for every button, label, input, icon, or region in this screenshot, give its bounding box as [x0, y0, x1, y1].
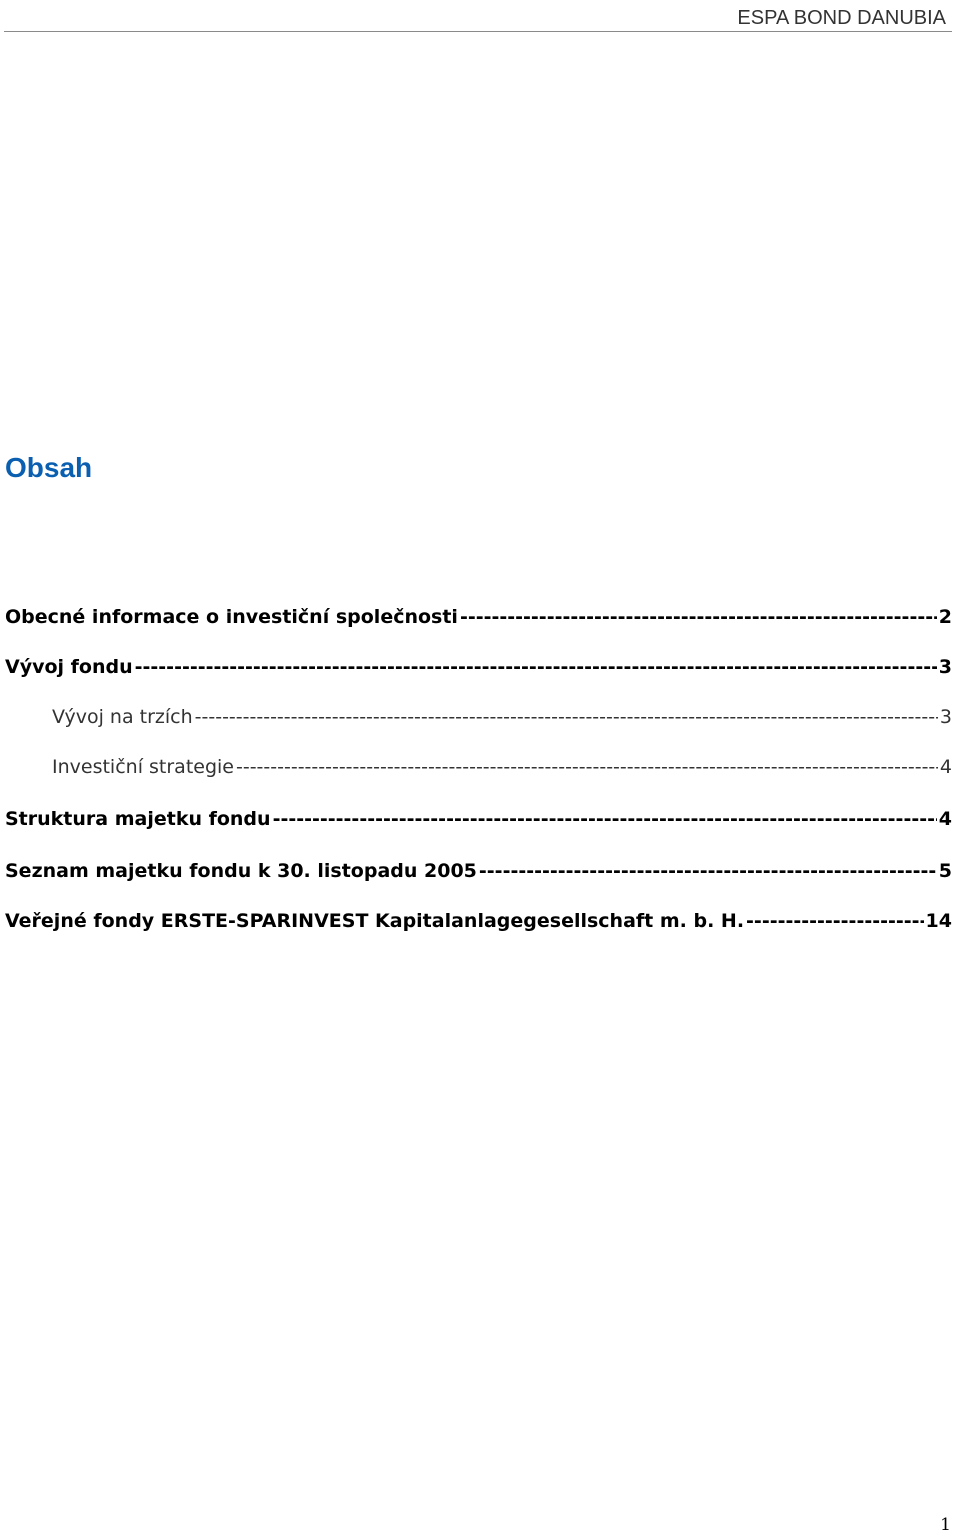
document-title: ESPA BOND DANUBIA — [737, 7, 946, 29]
toc-entry-general-info[interactable] — [5, 606, 952, 628]
toc-entry-label: Vývoj fondu — [5, 656, 133, 678]
toc-entry-page: 3 — [938, 656, 952, 678]
toc-leader — [479, 860, 937, 882]
toc-entry-label: Seznam majetku fondu k 30. listopadu 2005 — [5, 860, 477, 882]
toc-entry-label: Investiční strategie — [52, 756, 234, 778]
toc-entry-asset-structure[interactable] — [5, 808, 952, 830]
toc-entry-page: 2 — [938, 606, 952, 628]
toc-entry-fund-development[interactable] — [5, 656, 952, 678]
toc-entry-market-development[interactable] — [52, 706, 952, 728]
toc-leader — [273, 808, 937, 830]
toc-entry-label: Struktura majetku fondu — [5, 808, 271, 830]
toc-entry-page: 4 — [939, 756, 952, 778]
toc-leader — [746, 910, 924, 932]
page-header — [4, 4, 952, 32]
page-number: 1 — [940, 1515, 951, 1535]
toc-leader — [195, 706, 938, 728]
toc-entry-label: Veřejné fondy ERSTE-SPARINVEST Kapitalanlagegesellschaft m. b. H. — [5, 910, 745, 932]
toc-leader — [135, 656, 937, 678]
toc-entry-asset-list[interactable] — [5, 860, 952, 882]
toc-leader — [236, 756, 938, 778]
toc-entry-page: 4 — [938, 808, 952, 830]
toc-entry-page: 14 — [925, 910, 952, 932]
toc-entry-public-funds[interactable] — [5, 910, 952, 932]
toc-entry-page: 3 — [939, 706, 952, 728]
toc-entry-page: 5 — [938, 860, 952, 882]
toc-entry-label: Obecné informace o investiční společnosti — [5, 606, 458, 628]
toc-leader — [460, 606, 937, 628]
toc-entry-investment-strategy[interactable] — [52, 756, 952, 778]
toc-heading: Obsah — [5, 452, 93, 483]
toc-entry-label: Vývoj na trzích — [52, 706, 193, 728]
